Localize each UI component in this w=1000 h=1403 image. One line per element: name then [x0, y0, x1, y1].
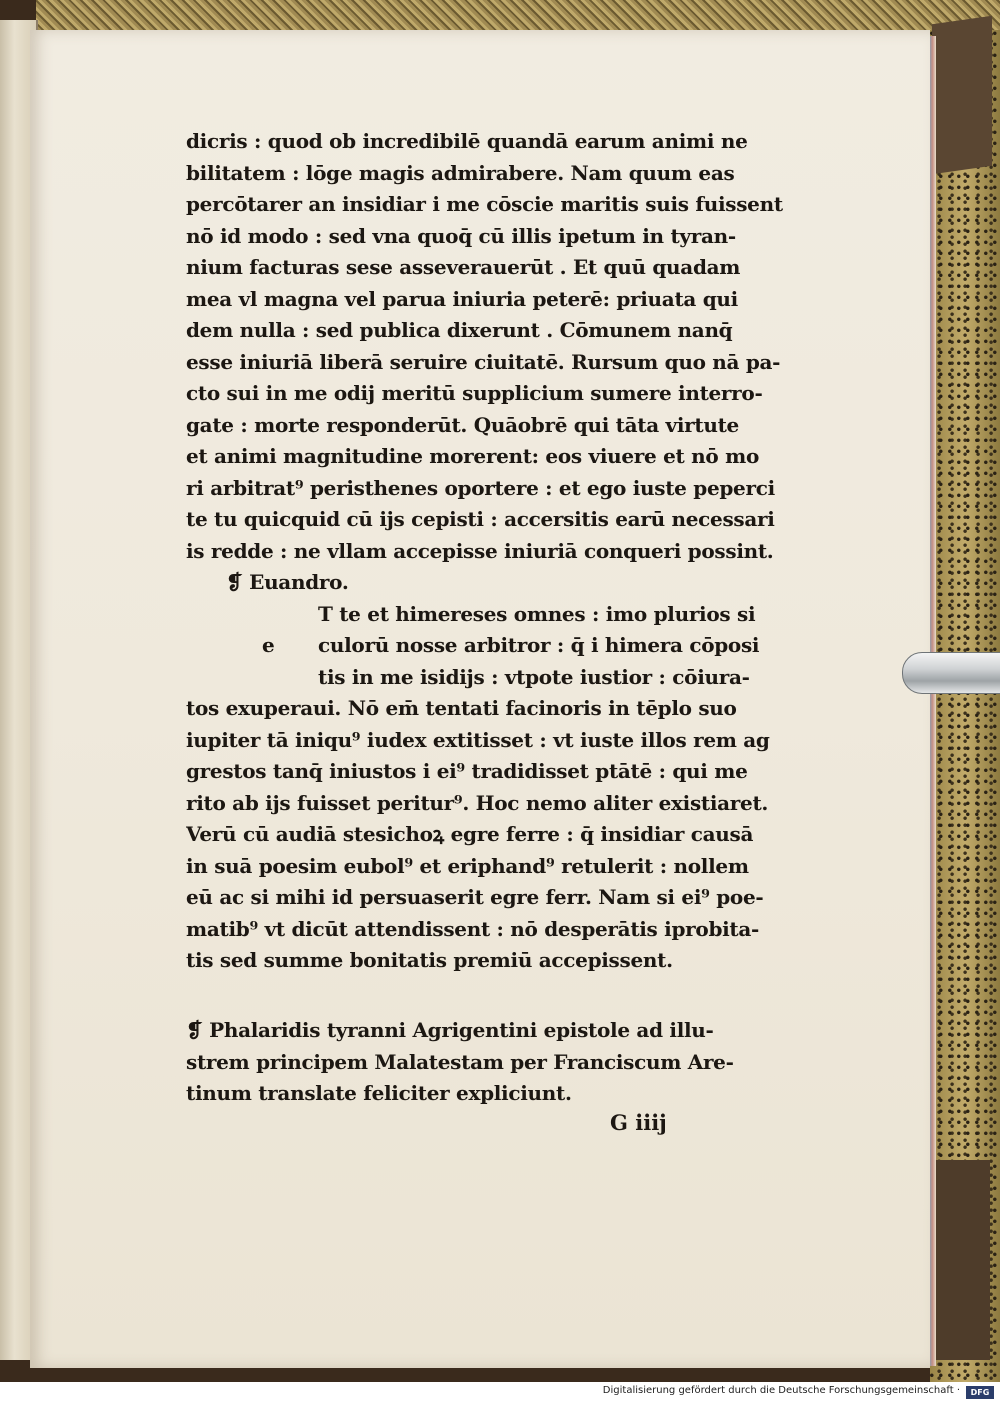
colophon-line: ❡ Phalaridis tyranni Agrigentini epistole ad illu- — [186, 1018, 714, 1042]
text-line: et animi magnitudine morerent: eos viuere et nō mo — [186, 444, 759, 468]
colophon-line: strem principem Malatestam per Franciscum Are- — [186, 1049, 734, 1074]
text-line: tis sed summe bonitatis premiū accepissent. — [186, 948, 673, 972]
drop-line-text: culorū nosse arbitror : q̄ i himera cōposi — [318, 633, 760, 657]
main-text — [186, 126, 806, 977]
text-line: Verū cū audiā stesichoꝝ egre ferre : q̄ insidiar causā — [186, 822, 754, 846]
text-line: eū ac si mihi id persuaserit egre ferr. Nam si ei⁹ poe- — [186, 885, 764, 909]
text-line — [186, 630, 806, 662]
funding-notice: Digitalisierung gefördert durch die Deutsche Forschungsgemeinschaft · — [602, 1385, 960, 1396]
glass-clip — [902, 652, 1000, 694]
text-line — [186, 599, 806, 631]
text-line: nō id modo : sed vna quoq̄ cū illis ipetum in tyran- — [186, 223, 736, 248]
text-line: matib⁹ vt dicūt attendissent : nō desperātis iprobita- — [186, 916, 760, 941]
letter-heading: ❡ Euandro. — [226, 570, 349, 594]
leather-corner-top — [932, 16, 992, 174]
text-line: percōtarer an insidiar i me cōscie maritis suis fuissent — [186, 192, 783, 216]
colophon — [186, 1015, 806, 1110]
drop-line-text: tis in me isidijs : vtpote iustior : cōiura- — [318, 664, 750, 689]
text-line: grestos tanq̄ iniustos i ei⁹ tradidisset ptātē : qui me — [186, 759, 748, 783]
text-line: bilitatem : lōge magis admirabere. Nam quum eas — [186, 160, 735, 185]
text-line: ri arbitrat⁹ peristhenes oportere : et ego iuste peperci — [186, 475, 775, 500]
text-line: esse iniuriā liberā seruire ciuitatē. Rursum quo nā pa- — [186, 349, 781, 374]
text-line: is redde : ne vllam accepisse iniuriā conqueri possint. — [186, 538, 774, 563]
colophon-line: tinum translate feliciter expliciunt. — [186, 1081, 572, 1105]
text-line: tos exuperaui. Nō em̄ tentati facinoris in tēplo suo — [186, 696, 737, 720]
text-line: iupiter tā iniqu⁹ iudex extitisset : vt iuste illos rem ag — [186, 727, 770, 752]
book-page — [30, 30, 930, 1368]
dfg-logo: DFG — [966, 1386, 994, 1399]
footer-bar — [0, 1382, 1000, 1403]
text-line: gate : morte responderūt. Quāobrē qui tāta virtute — [186, 412, 739, 437]
text-line: rito ab ijs fuisset peritur⁹. Hoc nemo aliter existiaret. — [186, 790, 769, 815]
leather-corner-bottom — [935, 1160, 990, 1360]
text-line: cto sui in me odij meritū supplicium sumere interro- — [186, 381, 763, 405]
text-line: dem nulla : sed publica dixerunt . Cōmunem nanq̄ — [186, 318, 733, 342]
text-line: mea vl magna vel parua iniuria peterē: priuata qui — [186, 286, 738, 311]
text-line: in suā poesim eubol⁹ et eriphand⁹ retulerit : nollem — [186, 853, 749, 878]
guide-letter: e — [262, 633, 275, 657]
text-line: nium facturas sese asseverauerūt . Et quū quadam — [186, 255, 741, 279]
text-line: te tu quicquid cū ijs cepisti : accersitis earū necessari — [186, 507, 775, 531]
text-line — [186, 662, 806, 694]
signature-mark: G iiij — [610, 1110, 667, 1135]
text-line: dicris : quod ob incredibilē quandā earum animi ne — [186, 129, 748, 153]
drop-line-text: T te et himereses omnes : imo plurios si — [318, 601, 756, 626]
